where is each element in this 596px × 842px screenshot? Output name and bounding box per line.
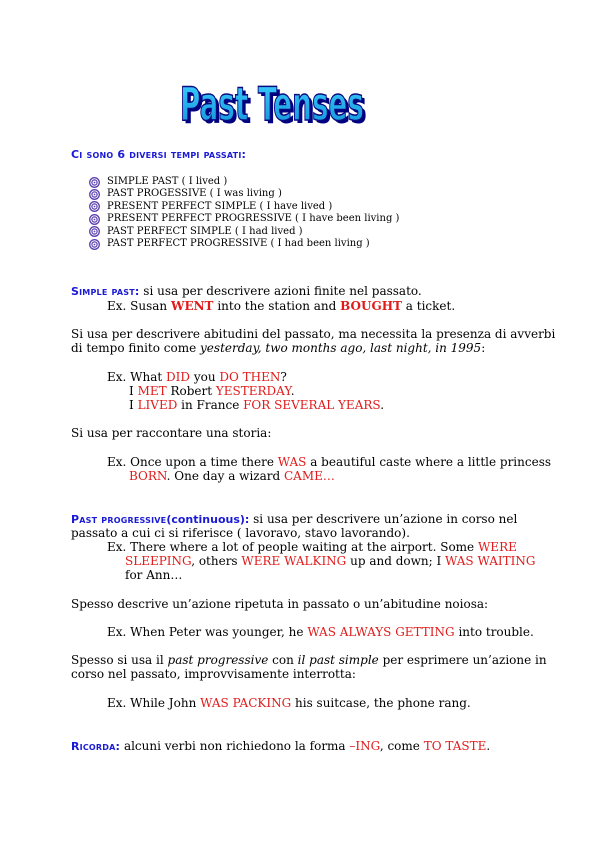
simple-past-para-2-line-2: di tempo finito come yesterday, two months ago, last night, in 1995: xyxy=(71,341,486,355)
simple-past-example-2-line-1: Ex. What DID you DO THEN? xyxy=(107,370,287,384)
tense-label: PRESENT PERFECT SIMPLE ( I have lived ) xyxy=(107,200,333,212)
past-progressive-example-1-line-3: for Ann… xyxy=(125,568,183,582)
simple-past-example-3-line-2: BORN. One day a wizard CAME… xyxy=(129,469,335,483)
list-item xyxy=(88,176,399,188)
ricorda-heading: Ricorda: xyxy=(71,740,121,753)
past-progressive-example-3: Ex. While John WAS PACKING his suitcase, the phone rang. xyxy=(107,696,471,710)
tense-label: PAST PERFECT SIMPLE ( I had lived ) xyxy=(107,225,303,237)
simple-past-intro: Simple past: si usa per descrivere azioni finite nel passato. xyxy=(71,284,422,298)
simple-past-heading: Simple past: xyxy=(71,285,140,298)
page-title xyxy=(178,66,368,136)
tense-label: PAST PROGESSIVE ( I was living ) xyxy=(107,188,282,200)
past-progressive-para-2: Spesso descrive un’azione ripetuta in passato o un’abitudine noiosa: xyxy=(71,597,489,611)
list-item xyxy=(88,201,399,213)
tense-label: PAST PERFECT PROGRESSIVE ( I had been living ) xyxy=(107,237,370,249)
intro-heading: Ci sono 6 diversi tempi passati: xyxy=(71,148,247,161)
past-progressive-heading: Past progressive xyxy=(71,513,167,526)
past-progressive-example-2: Ex. When Peter was younger, he WAS ALWAYS GETTING into trouble. xyxy=(107,625,534,639)
tense-list xyxy=(88,176,399,250)
spiral-bullet-icon xyxy=(88,214,101,225)
title-wordart xyxy=(178,66,368,136)
past-progressive-intro: Past progressive(continuous): si usa per descrivere un’azione in corso nel xyxy=(71,512,518,526)
past-progressive-desc-line-2: passato a cui ci si riferisce ( lavoravo, stavo lavorando). xyxy=(71,526,410,540)
list-item xyxy=(88,213,399,225)
title-shadow: Past Tenses xyxy=(183,80,367,134)
past-progressive-para-3-line-2: corso nel passato, improvvisamente interrotta: xyxy=(71,667,356,681)
list-item xyxy=(88,188,399,200)
past-progressive-example-1-line-2: SLEEPING, others WERE WALKING up and down; I WAS WAITING xyxy=(125,554,536,568)
spiral-bullet-icon xyxy=(88,226,101,237)
spiral-bullet-icon xyxy=(88,239,101,250)
simple-past-example-3-line-1: Ex. Once upon a time there WAS a beautiful caste where a little princess xyxy=(107,455,552,469)
simple-past-para-3: Si usa per raccontare una storia: xyxy=(71,426,272,440)
tense-label: SIMPLE PAST ( I lived ) xyxy=(107,175,228,187)
simple-past-example-2-line-3: I LIVED in France FOR SEVERAL YEARS. xyxy=(129,398,385,412)
simple-past-example-1: Ex. Susan WENT into the station and BOUGHT a ticket. xyxy=(107,299,456,313)
tense-label: PRESENT PERFECT PROGRESSIVE ( I have been living ) xyxy=(107,213,400,225)
list-item xyxy=(88,238,399,250)
past-progressive-para-3-line-1: Spesso si usa il past progressive con il past simple per esprimere un’azione in xyxy=(71,653,547,667)
ricorda-note: Ricorda: alcuni verbi non richiedono la forma –ING, come TO TASTE. xyxy=(71,739,491,753)
spiral-bullet-icon xyxy=(88,201,101,212)
spiral-bullet-icon xyxy=(88,177,101,188)
title-text: Past Tenses xyxy=(180,77,364,131)
spiral-bullet-icon xyxy=(88,189,101,200)
past-progressive-example-1-line-1: Ex. There where a lot of people waiting at the airport. Some WERE xyxy=(107,540,517,554)
list-item xyxy=(88,226,399,238)
simple-past-example-2-line-2: I MET Robert YESTERDAY. xyxy=(129,384,295,398)
simple-past-para-2-line-1: Si usa per descrivere abitudini del passato, ma necessita la presenza di avverbi xyxy=(71,327,556,341)
